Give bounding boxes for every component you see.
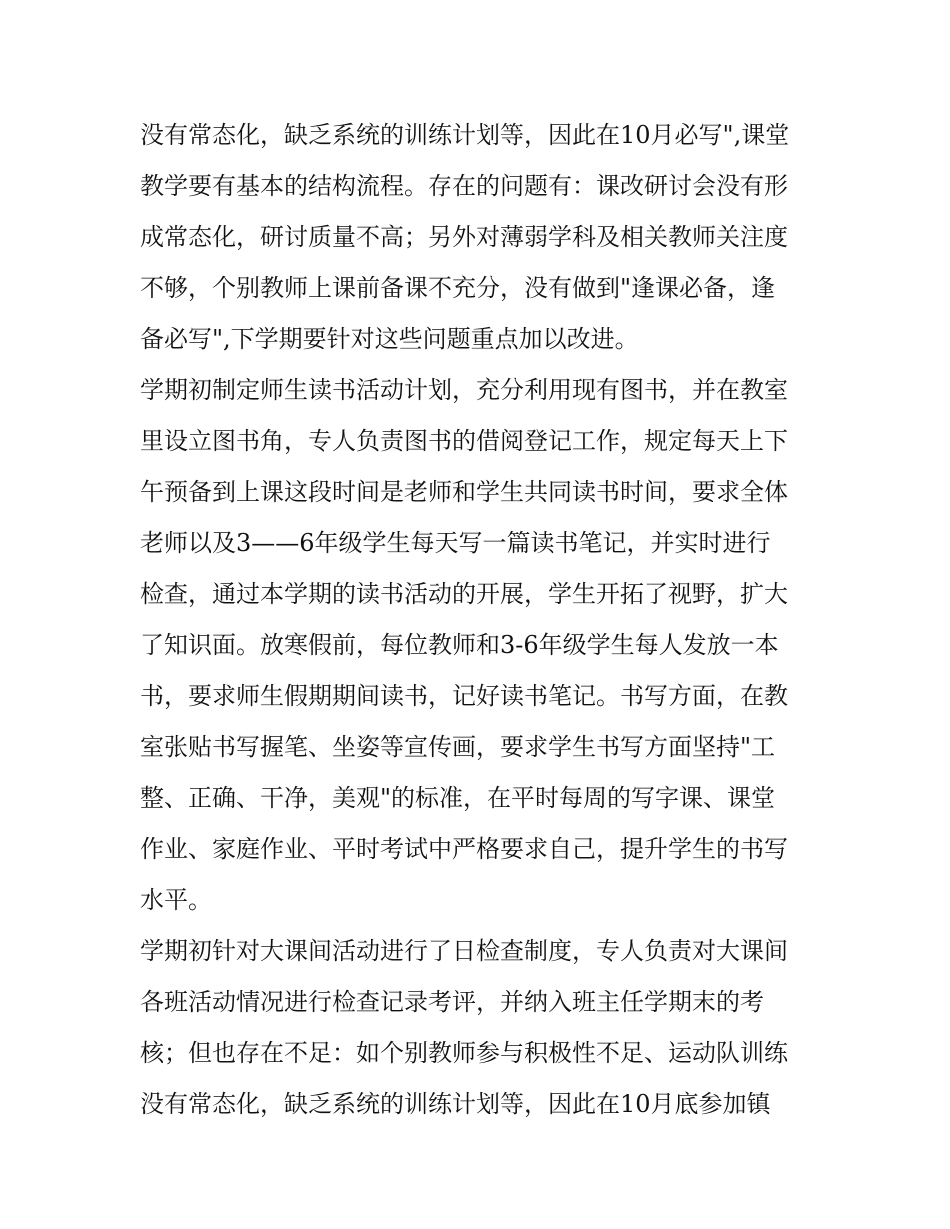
text-line: 里设立图书角，专人负责图书的借阅登记工作，规定每天上下 bbox=[140, 427, 788, 455]
text-line: 书，要求师生假期期间读书，记好读书笔记。书写方面，在教 bbox=[140, 682, 788, 710]
text-line: 成常态化，研讨质量不高；另外对薄弱学科及相关教师关注度 bbox=[140, 223, 788, 251]
text-line: 学期初针对大课间活动进行了日检查制度，专人负责对大课间 bbox=[140, 937, 788, 965]
text-line: 学期初制定师生读书活动计划，充分利用现有图书，并在教室 bbox=[140, 376, 788, 404]
text-line: 午预备到上课这段时间是老师和学生共同读书时间，要求全体 bbox=[140, 478, 788, 506]
text-line: 没有常态化，缺乏系统的训练计划等，因此在10月底参加镇 bbox=[140, 1090, 771, 1118]
text-line: 各班活动情况进行检查记录考评，并纳入班主任学期末的考 bbox=[140, 988, 764, 1016]
text-line: 教学要有基本的结构流程。存在的问题有：课改研讨会没有形 bbox=[140, 172, 788, 200]
text-line: 没有常态化，缺乏系统的训练计划等，因此在10月必写",课堂 bbox=[140, 121, 790, 149]
text-line: 检查，通过本学期的读书活动的开展，学生开拓了视野，扩大 bbox=[140, 580, 788, 608]
text-line: 备必写",下学期要针对这些问题重点加以改进。 bbox=[140, 325, 639, 353]
text-line: 作业、家庭作业、平时考试中严格要求自己，提升学生的书写 bbox=[140, 835, 788, 863]
text-line: 核；但也存在不足：如个别教师参与积极性不足、运动队训练 bbox=[140, 1039, 788, 1067]
text-line: 不够，个别教师上课前备课不充分，没有做到"逢课必备，逢 bbox=[140, 274, 776, 302]
text-line: 室张贴书写握笔、坐姿等宣传画，要求学生书写方面坚持"工 bbox=[140, 733, 776, 761]
body-text bbox=[140, 110, 816, 1130]
text-line: 老师以及3——6年级学生每天写一篇读书笔记，并实时进行 bbox=[140, 529, 771, 557]
text-line: 水平。 bbox=[140, 886, 212, 914]
text-line: 了知识面。放寒假前，每位教师和3-6年级学生每人发放一本 bbox=[140, 631, 779, 659]
text-line: 整、正确、干净，美观"的标准，在平时每周的写字课、课堂 bbox=[140, 784, 776, 812]
